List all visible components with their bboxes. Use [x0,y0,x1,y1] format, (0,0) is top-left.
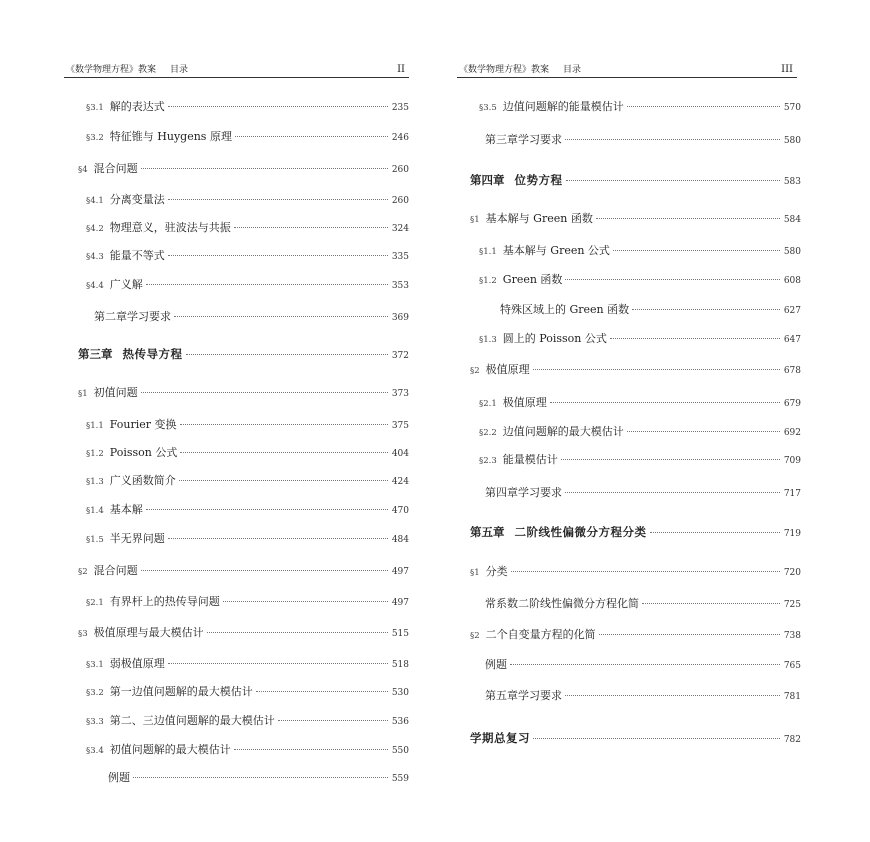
dot-leader [565,139,780,140]
toc-section-number: §3.1 [86,660,104,670]
toc-title: 第二、三边值问题解的最大模估计 [109,714,275,727]
toc-section-number: §2 [470,631,480,641]
toc-entry[interactable] [479,244,801,258]
dot-leader [168,663,388,664]
toc-entry[interactable] [86,130,409,144]
toc-section-number: §4 [78,165,88,175]
toc-title: 第四章学习要求 [485,486,562,499]
page-header [64,64,409,78]
toc-section-number: §2.1 [86,598,104,608]
toc-title: 常系数二阶线性偏微分方程化简 [485,597,639,610]
toc-title: 初值问题解的最大模估计 [109,743,231,756]
toc-entry[interactable] [470,628,801,642]
dot-leader [168,106,388,107]
toc-chapter-entry[interactable] [470,173,801,187]
toc-section-number: §3.5 [479,103,497,113]
toc-entry[interactable] [485,133,801,147]
toc-section-number: §1.2 [479,276,497,286]
toc-entry[interactable] [78,386,409,400]
toc-title: 分离变量法 [109,193,165,206]
toc-page-number: 738 [783,631,801,641]
toc-page-number: 260 [391,196,409,206]
dot-leader [510,664,780,665]
header-book-title: 《数学物理方程》教案 [459,65,550,75]
dot-leader [235,136,388,137]
toc-title: 能量模估计 [502,453,558,466]
toc-entry[interactable] [86,714,409,728]
toc-title: 第三章学习要求 [485,133,562,146]
toc-section-number: §1.3 [479,335,497,345]
toc-entry[interactable] [86,193,409,207]
toc-page-number: 353 [391,281,409,291]
toc-entry[interactable] [86,249,409,263]
toc-entry[interactable] [78,564,409,578]
toc-chapter-number: 第五章 [470,525,505,539]
toc-page-number: 235 [391,103,409,113]
toc-section-number: §3.3 [86,717,104,727]
toc-entry[interactable] [86,503,409,517]
toc-section-number: §2 [78,567,88,577]
toc-entry[interactable] [86,685,409,699]
dot-leader [550,402,780,403]
toc-entry[interactable] [485,597,801,611]
dot-leader [186,354,389,355]
toc-entry[interactable] [78,162,409,176]
toc-entry[interactable] [86,100,409,114]
toc-entry[interactable] [479,273,801,287]
header-page-number: III [781,64,793,75]
toc-title: Fourier 变换 [109,418,177,431]
toc-section-number: §2.2 [479,428,497,438]
toc-page-number: 580 [783,136,801,146]
toc-title: 位势方程 [514,173,563,187]
toc-entry[interactable] [479,396,801,410]
dot-leader [223,601,388,602]
dot-leader [650,532,781,533]
toc-page-number: 583 [783,177,801,187]
toc-title: 混合问题 [93,162,138,175]
toc-chapter-entry[interactable] [470,731,801,745]
dot-leader [627,106,780,107]
toc-title: 边值问题解的能量模估计 [502,100,624,113]
toc-page-number: 550 [391,746,409,756]
toc-title: 特殊区域上的 Green 函数 [500,303,630,316]
header-section: 目录 [170,65,189,75]
toc-section-number: §4.3 [86,252,104,262]
header-section: 目录 [563,65,582,75]
toc-section-number: §1.2 [86,449,104,459]
toc-page-number: 515 [391,629,409,639]
dot-leader [234,749,388,750]
toc-page-number: 679 [783,399,801,409]
toc-entry[interactable] [86,474,409,488]
toc-title: Poisson 公式 [109,446,178,459]
toc-page-number: 372 [391,351,409,361]
toc-page-number: 373 [391,389,409,399]
toc-entry[interactable] [86,743,409,757]
toc-page-number: 720 [783,568,801,578]
dot-leader [561,459,780,460]
toc-section-number: §4.2 [86,224,104,234]
toc-section-number: §4.1 [86,196,104,206]
toc-entry[interactable] [86,657,409,671]
toc-entry[interactable] [86,446,409,460]
toc-chapter-entry[interactable] [470,525,801,539]
toc-page-number: 709 [783,456,801,466]
toc-section-number: §1.3 [86,477,104,487]
toc-entry[interactable] [479,453,801,467]
toc-title: 边值问题解的最大模估计 [502,425,624,438]
toc-entry[interactable] [86,595,409,609]
toc-entry[interactable] [94,310,409,324]
dot-leader [533,738,780,739]
toc-page-number: 782 [783,735,801,745]
toc-page-number: 518 [391,660,409,670]
toc-page-number: 497 [391,598,409,608]
dot-leader [133,777,388,778]
toc-entry[interactable] [479,100,801,114]
toc-entry[interactable] [485,486,801,500]
toc-title: 广义函数简介 [109,474,176,487]
dot-leader [256,691,388,692]
toc-page-number: 497 [391,567,409,577]
toc-page-number: 424 [391,477,409,487]
toc-page-number: 627 [783,306,801,316]
toc-chapter-number: 第三章 [78,347,113,361]
toc-entry[interactable] [479,332,801,346]
dot-leader [141,168,388,169]
toc-entry[interactable] [78,626,409,640]
toc-section-number: §1.1 [86,421,104,431]
toc-page-number: 375 [391,421,409,431]
dot-leader [278,720,388,721]
toc-section-number: §2.3 [479,456,497,466]
toc-title: 第二章学习要求 [94,310,171,323]
toc-title: 有界杆上的热传导问题 [109,595,220,608]
toc-page-number: 536 [391,717,409,727]
toc-page-number: 470 [391,506,409,516]
toc-entry[interactable] [470,212,801,226]
dot-leader [642,603,780,604]
toc-page-number: 530 [391,688,409,698]
toc-section-number: §1 [470,568,480,578]
dot-leader [533,369,780,370]
toc-page-number: 570 [783,103,801,113]
toc-title: 初值问题 [93,386,138,399]
toc-title: Green 函数 [502,273,563,286]
toc-title: 分类 [485,565,508,578]
dot-leader [207,632,388,633]
dot-leader [180,452,388,453]
dot-leader [234,227,388,228]
toc-page-number: 765 [783,661,801,671]
toc-title: 第五章学习要求 [485,689,562,702]
dot-leader [632,309,780,310]
toc-page-number: 559 [391,774,409,784]
toc-title: 物理意义，驻波法与共振 [109,221,231,234]
toc-page-number: 692 [783,428,801,438]
toc-page-number: 719 [783,529,801,539]
right-page [435,0,870,842]
toc-section-number: §1.5 [86,535,104,545]
dot-leader [596,218,780,219]
toc-entry[interactable] [470,363,801,377]
toc-entry[interactable] [108,771,409,785]
dot-leader [141,392,388,393]
toc-entry[interactable] [500,303,801,317]
toc-page-number: 781 [783,692,801,702]
toc-title: 基本解与 Green 函数 [485,212,593,225]
toc-title: 例题 [485,658,507,671]
toc-section-number: §3.1 [86,103,104,113]
toc-page-number: 647 [783,335,801,345]
dot-leader [180,424,388,425]
dot-leader [565,695,780,696]
dot-leader [613,250,780,251]
dot-leader [141,570,388,571]
header-page-number: II [397,64,405,75]
dot-leader [168,199,388,200]
toc-entry[interactable] [479,425,801,439]
toc-entry[interactable] [86,418,409,432]
toc-section-number: §1 [78,389,88,399]
header-book-title: 《数学物理方程》教案 [66,65,157,75]
toc-section-number: §1 [470,215,480,225]
toc-section-number: §3 [78,629,88,639]
toc-page-number: 369 [391,313,409,323]
toc-section-number: §2.1 [479,399,497,409]
toc-section-number: §1.1 [479,247,497,257]
page-header [457,64,797,78]
toc-page-number: 717 [783,489,801,499]
toc-chapter-number: 第四章 [470,173,505,187]
toc-page-number: 324 [391,224,409,234]
dot-leader [599,634,780,635]
toc-page-number: 584 [783,215,801,225]
toc-page-number: 580 [783,247,801,257]
toc-section-number: §3.4 [86,746,104,756]
dot-leader [627,431,780,432]
toc-page-number: 335 [391,252,409,262]
toc-title: 解的表达式 [109,100,165,113]
toc-title: 广义解 [109,278,143,291]
toc-title: 第一边值问题解的最大模估计 [109,685,253,698]
toc-section-number: §4.4 [86,281,104,291]
dot-leader [146,509,388,510]
toc-entry[interactable] [485,658,801,672]
dot-leader [174,316,388,317]
toc-title: 混合问题 [93,564,138,577]
toc-entry[interactable] [86,532,409,546]
dot-leader [168,255,388,256]
toc-title: 例题 [108,771,130,784]
toc-title: 极值原理与最大模估计 [93,626,204,639]
dot-leader [168,538,388,539]
toc-title: 半无界问题 [109,532,165,545]
toc-entry[interactable] [86,221,409,235]
toc-title: 特征锥与 Huygens 原理 [109,130,232,143]
toc-page-number: 260 [391,165,409,175]
toc-section-number: §3.2 [86,688,104,698]
toc-title: 圆上的 Poisson 公式 [502,332,607,345]
toc-title: 基本解 [109,503,143,516]
toc-page-number: 404 [391,449,409,459]
toc-title: 热传导方程 [122,347,183,361]
toc-page-number: 678 [783,366,801,376]
toc-entry[interactable] [470,565,801,579]
toc-entry[interactable] [485,689,801,703]
toc-page-number: 725 [783,600,801,610]
dot-leader [565,492,780,493]
toc-page-number: 484 [391,535,409,545]
toc-title: 极值原理 [502,396,547,409]
toc-chapter-entry[interactable] [78,347,409,361]
dot-leader [610,338,780,339]
toc-title: 二个自变量方程的化简 [485,628,596,641]
toc-title: 二阶线性偏微分方程分类 [514,525,647,539]
toc-title: 能量不等式 [109,249,165,262]
toc-section-number: §2 [470,366,480,376]
toc-title: 极值原理 [485,363,530,376]
dot-leader [146,284,388,285]
dot-leader [566,180,781,181]
toc-entry[interactable] [86,278,409,292]
dot-leader [179,480,388,481]
toc-title: 基本解与 Green 公式 [502,244,610,257]
dot-leader [511,571,780,572]
dot-leader [565,279,780,280]
toc-page-number: 608 [783,276,801,286]
toc-page-number: 246 [391,133,409,143]
toc-title: 学期总复习 [470,731,530,745]
toc-section-number: §3.2 [86,133,104,143]
toc-title: 弱极值原理 [109,657,165,670]
toc-section-number: §1.4 [86,506,104,516]
